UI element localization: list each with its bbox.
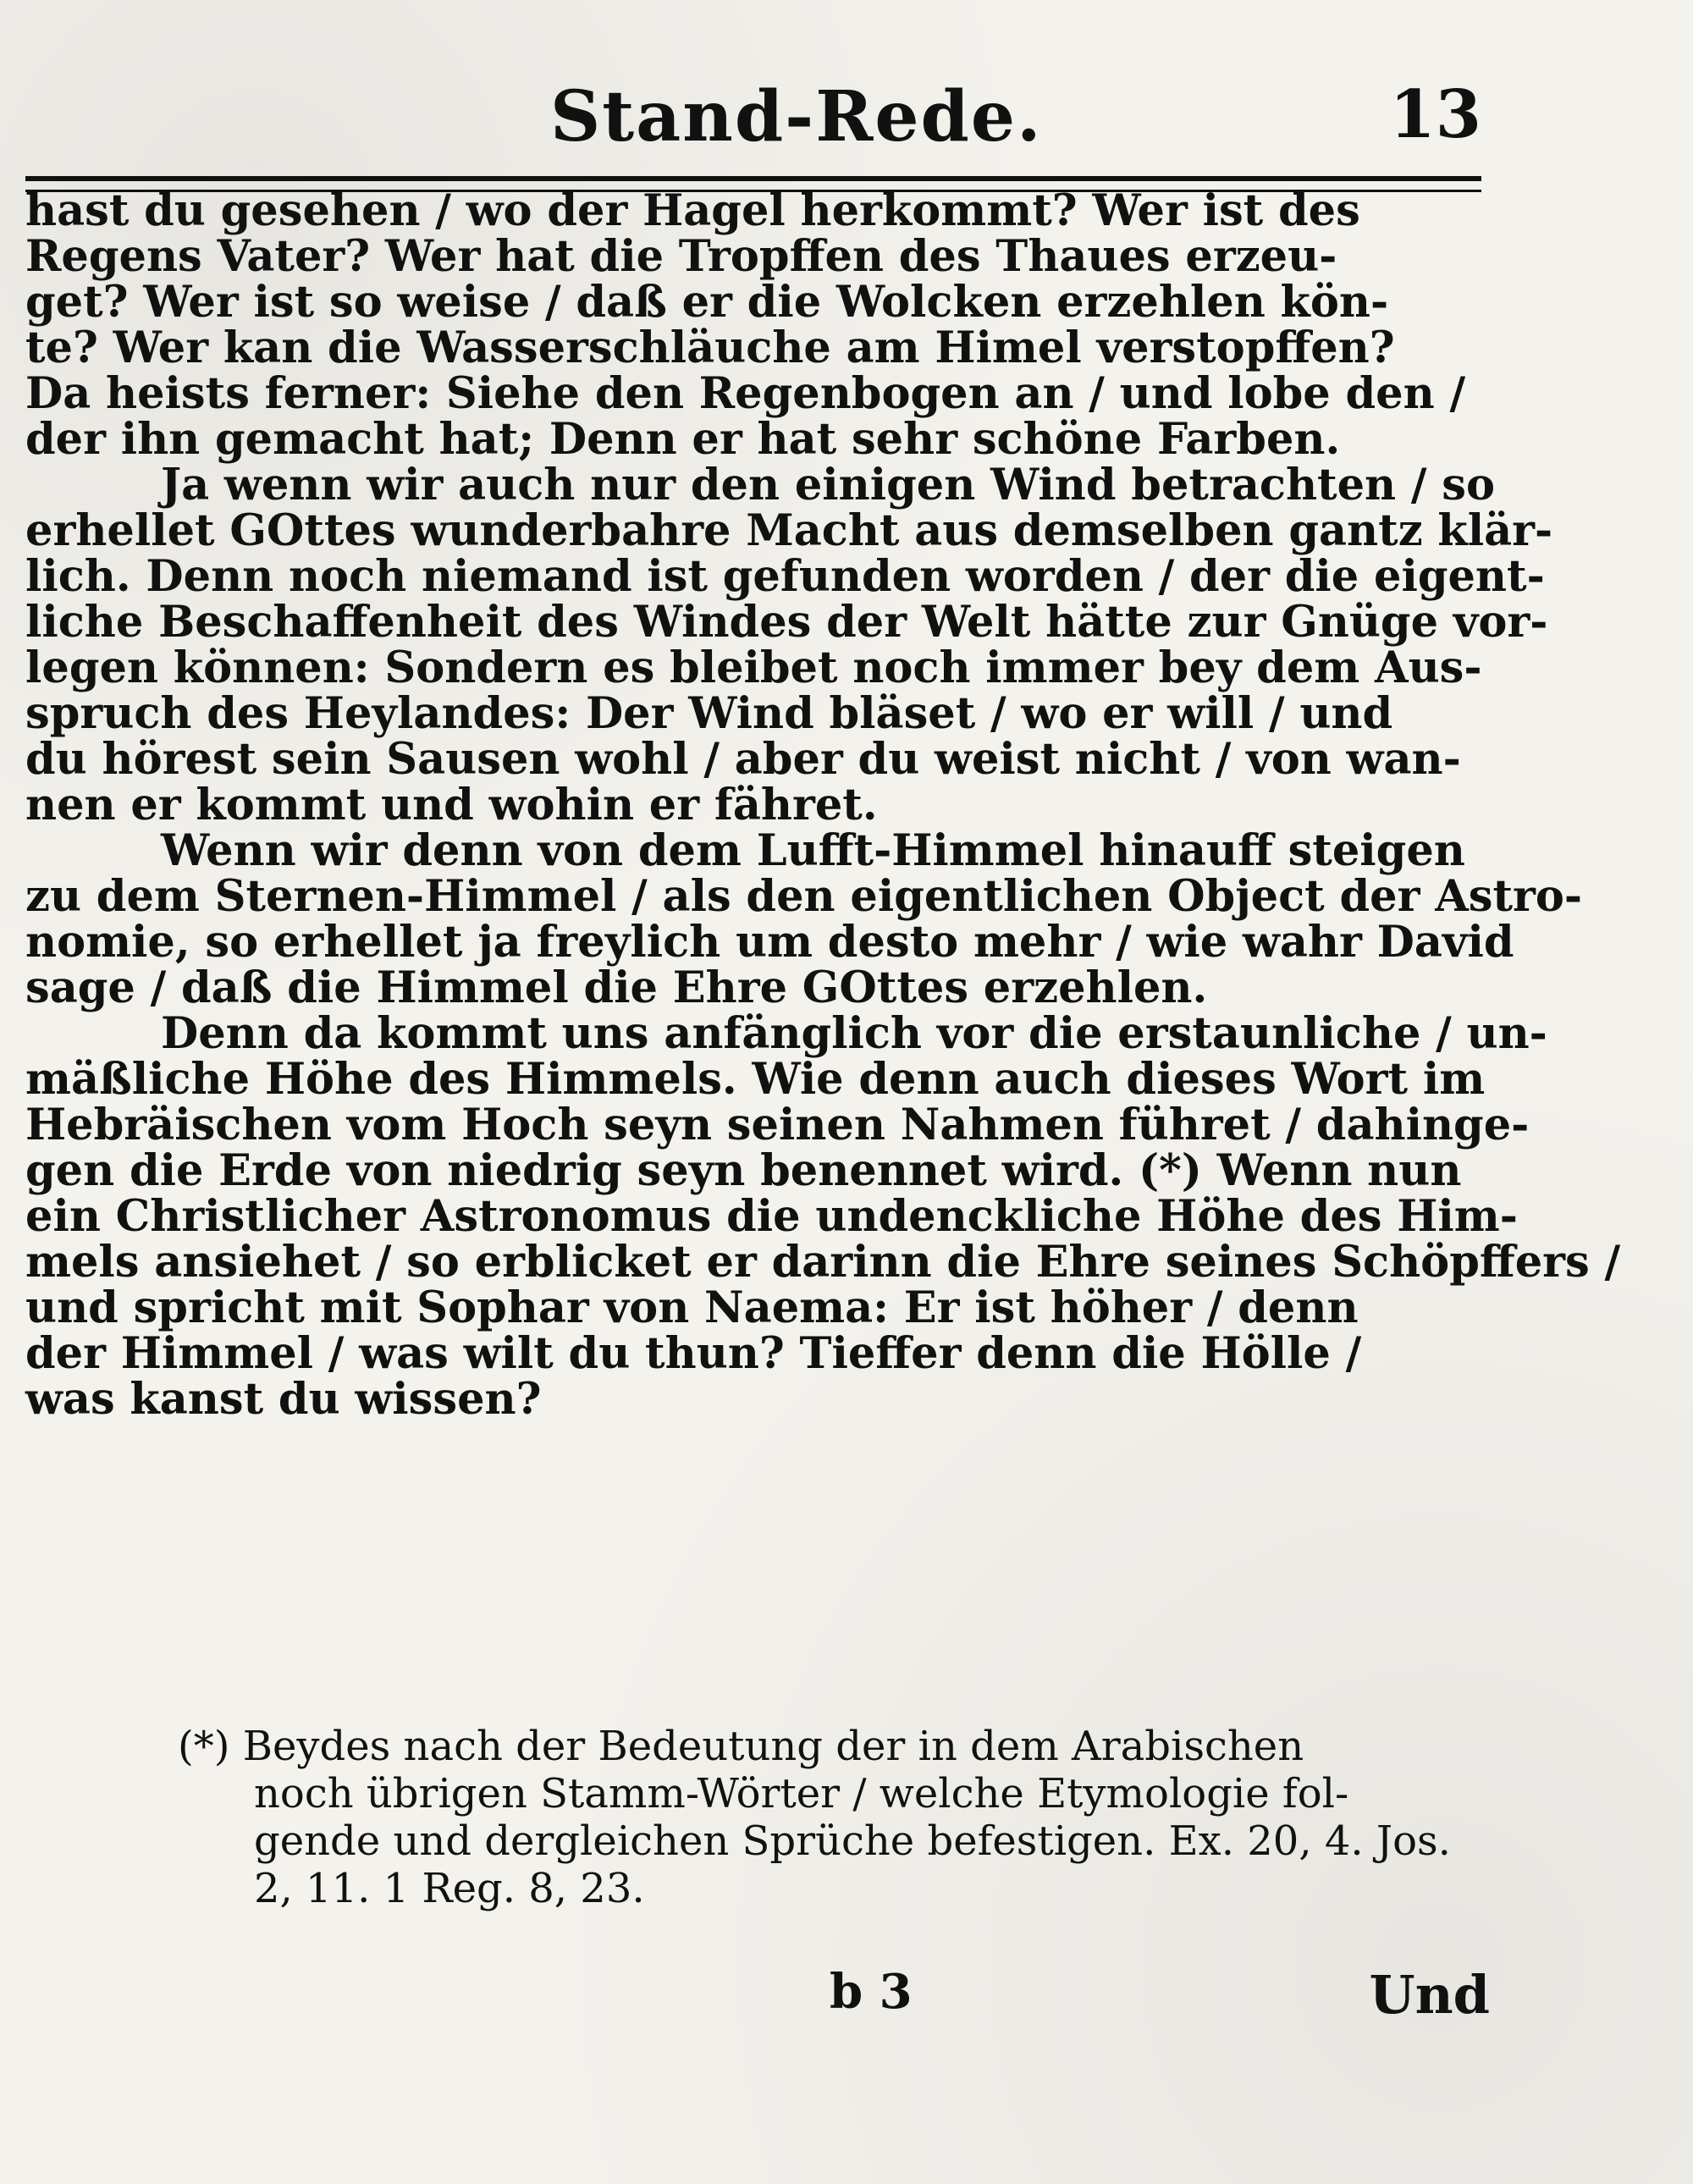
text-line: erhellet GOttes wunderbahre Macht aus demselben gantz klär- <box>25 505 1553 556</box>
catchword: Und <box>1369 1964 1490 2026</box>
text-line: sage / daß die Himmel die Ehre GOttes erzehlen. <box>25 962 1208 1013</box>
text-line: und spricht mit Sophar von Naema: Er ist höher / denn <box>25 1282 1359 1333</box>
text-line: get? Wer ist so weise / daß er die Wolcken erzehlen kön- <box>25 277 1389 328</box>
page-header <box>25 76 1481 169</box>
text-line: ein Christlicher Astronomus die undenckliche Höhe des Him- <box>25 1191 1518 1242</box>
text-line: der ihn gemacht hat; Denn er hat sehr schöne Farben. <box>25 414 1341 465</box>
text-line: du hörest sein Sausen wohl / aber du weist nicht / von wan- <box>25 734 1461 785</box>
signature-mark: b 3 <box>830 1964 913 2020</box>
text-line: der Himmel / was wilt du thun? Tieffer denn die Hölle / <box>25 1328 1362 1379</box>
text-line: Hebräischen vom Hoch seyn seinen Nahmen führet / dahinge- <box>25 1100 1530 1150</box>
text-line: nen er kommt und wohin er fähret. <box>25 780 878 830</box>
text-line: nomie, so erhellet ja freylich um desto mehr / wie wahr David <box>25 917 1514 968</box>
text-line: te? Wer kan die Wasserschläuche am Himel verstopffen? <box>25 323 1395 373</box>
text-line: Wenn wir denn von dem Lufft-Himmel hinauff steigen <box>161 825 1465 876</box>
text-line: mäßliche Höhe des Himmels. Wie denn auch dieses Wort im <box>25 1054 1486 1105</box>
text-line: liche Beschaffenheit des Windes der Welt hätte zur Gnüge vor- <box>25 597 1548 648</box>
footnote-line: gende und dergleichen Sprüche befestigen. Ex. 20, 4. Jos. <box>254 1817 1451 1865</box>
text-line: spruch des Heylandes: Der Wind bläset / wo er will / und <box>25 688 1393 739</box>
body-text <box>25 185 1621 1425</box>
text-line: Ja wenn wir auch nur den einigen Wind betrachten / so <box>161 460 1495 510</box>
text-line: gen die Erde von niedrig seyn benennet wird. (*) Wenn nun <box>25 1145 1462 1196</box>
running-title: Stand-Rede. <box>550 76 1043 157</box>
text-line: Denn da kommt uns anfänglich vor die erstaunliche / un- <box>161 1008 1547 1059</box>
text-line: was kanst du wissen? <box>25 1374 542 1425</box>
footnote <box>25 1723 1490 1912</box>
text-line: zu dem Sternen-Himmel / als den eigentlichen Object der Astro- <box>25 871 1583 922</box>
text-line: mels ansiehet / so erblicket er darinn die Ehre seines Schöpffers / <box>25 1237 1621 1288</box>
text-line: Regens Vater? Wer hat die Tropffen des Thaues erzeu- <box>25 231 1337 282</box>
text-line: legen können: Sondern es bleibet noch immer bey dem Aus- <box>25 643 1482 693</box>
text-line: hast du gesehen / wo der Hagel herkommt? Wer ist des <box>25 185 1360 236</box>
footnote-line: noch übrigen Stamm-Wörter / welche Etymologie fol- <box>254 1770 1349 1817</box>
page-footer <box>25 1964 1490 2032</box>
text-line: Da heists ferner: Siehe den Regenbogen an / und lobe den / <box>25 368 1466 419</box>
footnote-line: (*) Beydes nach der Bedeutung der in dem Arabischen <box>178 1723 1304 1770</box>
text-line: lich. Denn noch niemand ist gefunden worden / der die eigent- <box>25 551 1545 602</box>
footnote-line: 2, 11. 1 Reg. 8, 23. <box>254 1865 645 1912</box>
page-number: 13 <box>1389 76 1481 153</box>
